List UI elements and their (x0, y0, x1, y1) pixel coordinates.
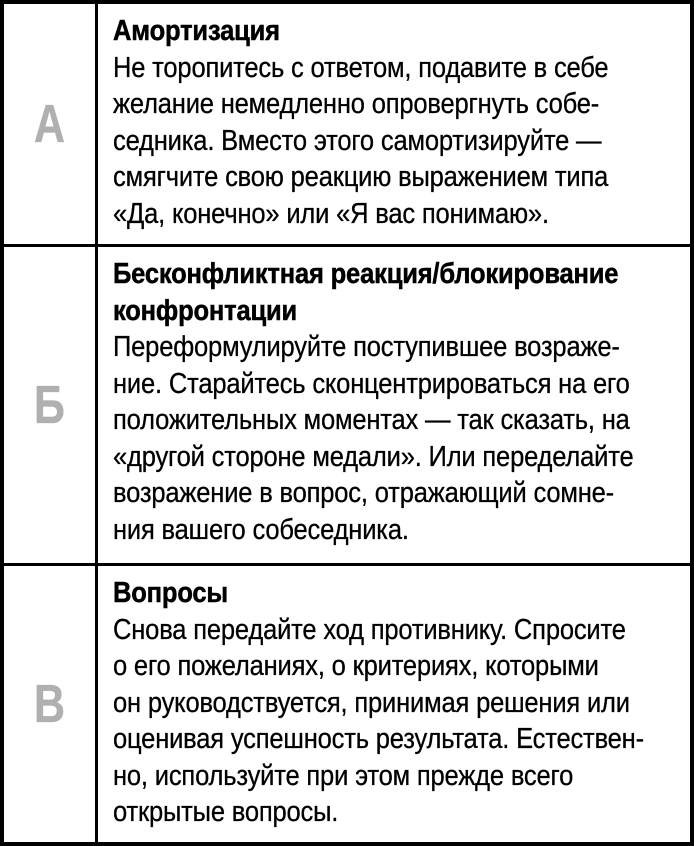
body-text-line: но, используйте при этом прежде всего (113, 759, 574, 792)
row-letter: В (33, 674, 66, 734)
body-text-line: желание немедленно опровергнуть собе- (113, 88, 600, 120)
row-letter-cell (4, 4, 98, 244)
row-letter-cell (4, 247, 98, 563)
row-content (113, 256, 634, 548)
body-text-line: о его пожеланиях, о критериях, которыми (113, 650, 599, 682)
row-title-line: конфронтации (113, 294, 298, 327)
table-row-a (4, 4, 690, 247)
body-text-line: Не торопитесь с ответом, подавите в себе (113, 51, 609, 84)
body-text-line: оценивая успешность результата. Естествен- (113, 723, 644, 755)
body-text-line: седника. Вместо этого самортизируйте — (113, 124, 602, 157)
row-content-cell (98, 247, 690, 563)
row-title-line: Бесконфликтная реакция/блокирование (113, 258, 619, 290)
body-text-line: положительных моментах — так сказать, на (113, 404, 630, 436)
body-text-line: Переформулируйте поступившее возраже- (113, 331, 620, 363)
body-text-line: смягчите свою реакцию выражением типа (113, 161, 609, 193)
row-content (113, 13, 617, 232)
row-letter: А (33, 94, 66, 154)
row-title-line: Вопросы (113, 577, 229, 609)
body-text-line: он руководствуется, принимая решения или (113, 686, 630, 719)
body-text-line: возражение в вопрос, отражающий сомне- (113, 477, 615, 509)
table-row-b (4, 247, 690, 566)
row-content (113, 575, 644, 831)
body-text-line: Снова передайте ход противнику. Спросите (113, 613, 626, 646)
body-text-line: «другой стороне медали». Или переделайте (113, 440, 634, 473)
row-title-line: Амортизация (113, 15, 280, 47)
body-text-line: «Да, конечно» или «Я вас понимаю». (113, 197, 549, 230)
body-text-line: открытые вопросы. (113, 796, 339, 828)
body-text-line: ния вашего собеседника. (113, 513, 409, 546)
row-letter: Б (33, 375, 66, 435)
row-content-cell (98, 566, 690, 842)
table-row-v (4, 566, 690, 842)
body-text-line: ние. Старайтесь сконцентрироваться на его (113, 367, 630, 400)
row-content-cell (98, 4, 690, 244)
row-letter-cell (4, 566, 98, 842)
